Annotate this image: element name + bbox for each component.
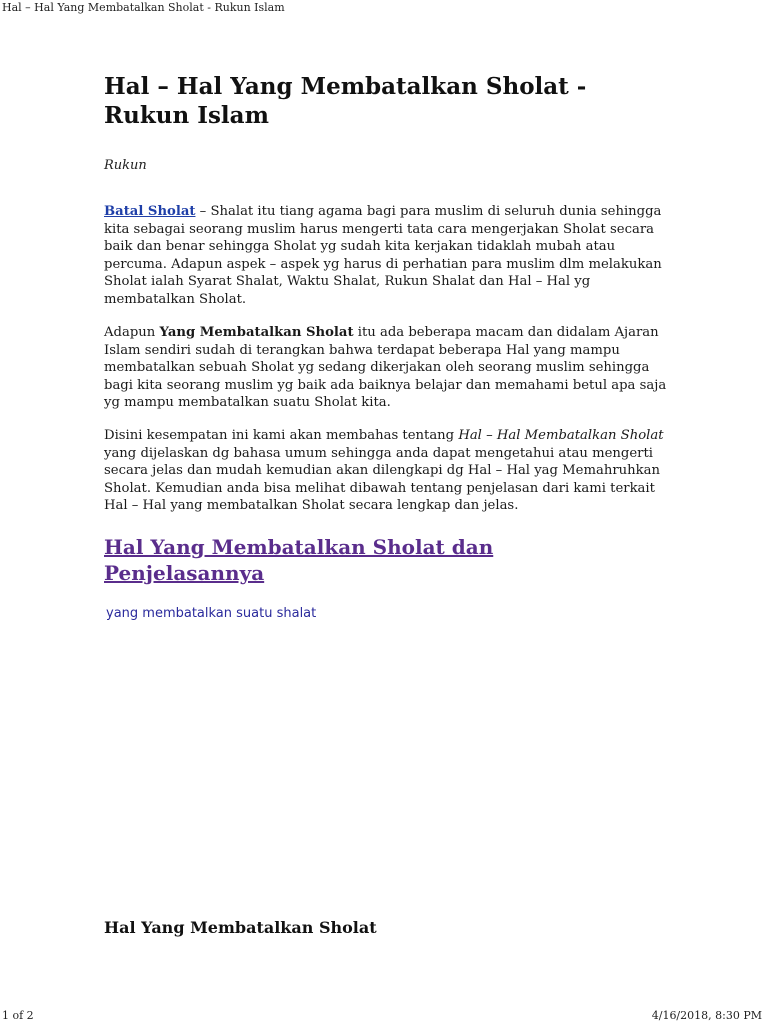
third-paragraph-text-before: Disini kesempatan ini kami akan membahas tentang — [104, 428, 459, 443]
third-paragraph-text-after: yang dijelaskan dg bahasa umum sehingga anda dapat mengetahui atau mengerti secara jelas dan mudah kemudian akan dilengkapi dg Hal – Hal yag Memahruhkan Sholat. Kemudian anda bisa melihat dibawah tentang penjelasan dari kami terkait Hal – Hal yang membatalkan Sholat secara lengkap dan jelas. — [104, 445, 660, 514]
print-header-title: Hal – Hal Yang Membatalkan Sholat - Rukun Islam — [2, 1, 285, 14]
print-footer-datetime: 4/16/2018, 8:30 PM — [651, 1009, 762, 1022]
batal-sholat-link[interactable]: Batal Sholat — [104, 204, 196, 219]
second-paragraph-text-after: itu ada beberapa macam dan didalam Ajaran Islam sendiri sudah di terangkan bahwa terdapat beberapa Hal yang mampu membatalkan sebuah Sholat yg sedang dikerjakan oleh seorang muslim sehingga bagi kita seorang muslim yg baik ada baiknya belajar dan memahami betul apa saja yg mampu membatalkan suatu Sholat kita. — [104, 325, 667, 411]
section-heading-link[interactable]: Hal Yang Membatalkan Sholat dan Penjelasannya — [104, 535, 494, 585]
category-label: Rukun — [104, 158, 147, 173]
third-paragraph — [104, 427, 669, 515]
third-paragraph-italic: Hal – Hal Membatalkan Sholat — [458, 428, 664, 443]
second-paragraph — [104, 324, 669, 412]
print-footer-page-number: 1 of 2 — [2, 1009, 34, 1022]
subheading: Hal Yang Membatalkan Sholat — [104, 918, 377, 937]
image-placeholder-alt-text: yang membatalkan suatu shalat — [106, 606, 317, 621]
second-paragraph-text-before: Adapun — [104, 325, 160, 340]
second-paragraph-bold: Yang Membatalkan Sholat — [159, 325, 354, 340]
intro-paragraph-text: – Shalat itu tiang agama bagi para muslim di seluruh dunia sehingga kita sebagai seorang muslim harus mengerti tata cara mengerjakan Sholat secara baik dan benar sehingga Sholat yg sudah kita kerjakan tidaklah mubah atau percuma. Adapun aspek – aspek yg harus di perhatian para muslim dlm melakukan Sholat ialah Syarat Shalat, Waktu Shalat, Rukun Shalat dan Hal – Hal yg membatalkan Sholat. — [104, 204, 662, 307]
page-title: Hal – Hal Yang Membatalkan Sholat - Rukun Islam — [104, 73, 587, 129]
intro-paragraph — [104, 203, 669, 309]
